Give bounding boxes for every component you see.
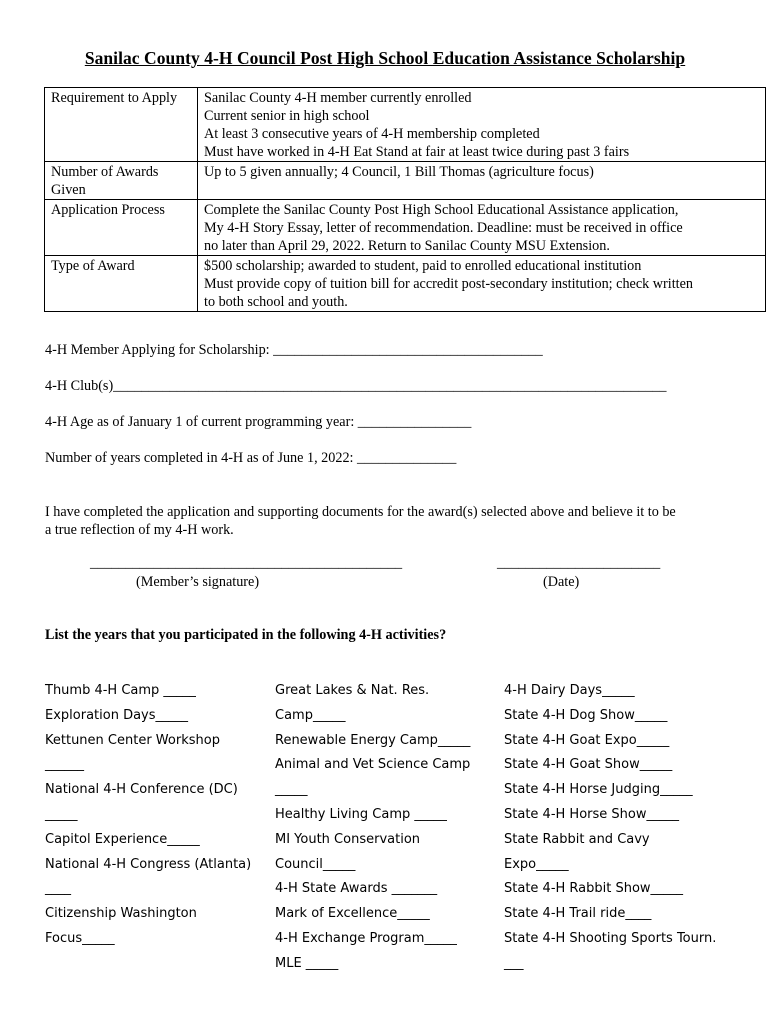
value-line: At least 3 consecutive years of 4-H membership completed	[204, 126, 540, 142]
activity-item[interactable]: State 4-H Dog Show_____	[504, 707, 668, 723]
certification-line-2: a true reflection of my 4-H work.	[45, 522, 234, 538]
value-line: $500 scholarship; awarded to student, paid to enrolled educational institution	[204, 258, 642, 274]
activity-item[interactable]: _____	[275, 782, 308, 798]
activity-item[interactable]: ___	[504, 955, 524, 971]
value-line: Up to 5 given annually; 4 Council, 1 Bill Thomas (agriculture focus)	[204, 164, 594, 180]
row-value	[198, 162, 766, 200]
activity-item[interactable]: MI Youth Conservation	[275, 831, 421, 847]
activities-heading: List the years that you participated in the following 4-H activities?	[45, 627, 447, 643]
row-value	[198, 200, 766, 256]
activity-item[interactable]: Renewable Energy Camp_____	[275, 732, 471, 748]
activity-item[interactable]: Capitol Experience_____	[45, 831, 200, 847]
activity-item[interactable]: Expo_____	[504, 856, 569, 872]
requirements-table	[44, 87, 766, 312]
club-field[interactable]: 4-H Club(s)______________________________________________________________________________	[45, 378, 667, 394]
activity-item[interactable]: National 4-H Conference (DC)	[45, 782, 238, 798]
row-value	[198, 88, 766, 162]
activities-column-3	[504, 679, 716, 977]
label-line: Application Process	[51, 202, 165, 218]
activity-item[interactable]: State 4-H Goat Expo_____	[504, 732, 670, 748]
activity-item[interactable]: 4-H Exchange Program_____	[275, 930, 457, 946]
page-title: Sanilac County 4-H Council Post High School Education Assistance Scholarship	[84, 48, 686, 68]
activity-item[interactable]: Focus_____	[45, 930, 115, 946]
row-label	[45, 256, 198, 312]
value-line: to both school and youth.	[204, 294, 348, 310]
value-line: Sanilac County 4-H member currently enrolled	[204, 90, 472, 106]
label-line: Number of Awards	[51, 164, 159, 180]
years-completed-field[interactable]: Number of years completed in 4-H as of June 1, 2022: ______________	[45, 450, 457, 466]
certification-line-1: I have completed the application and supporting documents for the award(s) selected above and believe it to be	[45, 504, 676, 520]
value-line: Complete the Sanilac County Post High School Educational Assistance application,	[204, 202, 679, 218]
date-caption: (Date)	[543, 574, 580, 590]
table-row	[45, 200, 766, 256]
activity-item[interactable]: MLE _____	[275, 955, 339, 971]
label-line: Requirement to Apply	[51, 90, 178, 106]
activity-item[interactable]: 4-H State Awards _______	[275, 881, 438, 897]
activity-item[interactable]: Great Lakes & Nat. Res.	[275, 683, 430, 698]
value-line: Must have worked in 4-H Eat Stand at fair at least twice during past 3 fairs	[204, 144, 630, 160]
activity-item[interactable]: Citizenship Washington	[45, 906, 197, 922]
activity-item[interactable]: Council_____	[275, 856, 356, 872]
age-field[interactable]: 4-H Age as of January 1 of current programming year: ________________	[45, 414, 472, 430]
row-label	[45, 200, 198, 256]
activity-item[interactable]: ______	[45, 757, 84, 773]
value-line: no later than April 29, 2022. Return to Sanilac County MSU Extension.	[204, 238, 610, 254]
signature-caption: (Member’s signature)	[136, 574, 260, 590]
row-label	[45, 162, 198, 200]
activity-item[interactable]: State 4-H Trail ride____	[504, 906, 652, 922]
activity-item[interactable]: Animal and Vet Science Camp	[275, 757, 471, 773]
value-line: Current senior in high school	[204, 108, 370, 124]
activity-item[interactable]: _____	[45, 806, 78, 822]
activity-item[interactable]: Exploration Days_____	[45, 707, 189, 723]
signature-field[interactable]: ____________________________________________	[90, 555, 403, 571]
activity-item[interactable]: Mark of Excellence_____	[275, 906, 430, 922]
activities-column-2	[275, 679, 470, 977]
row-value	[198, 256, 766, 312]
activity-item[interactable]: Kettunen Center Workshop	[45, 732, 220, 748]
table-row	[45, 88, 766, 162]
label-line: Given	[51, 182, 86, 198]
activity-item[interactable]: State 4-H Horse Show_____	[504, 806, 679, 822]
activity-item[interactable]: State 4-H Shooting Sports Tourn.	[504, 930, 717, 946]
activity-item[interactable]: State 4-H Rabbit Show_____	[504, 881, 684, 897]
activity-item[interactable]: State 4-H Horse Judging_____	[504, 782, 693, 798]
activity-item[interactable]: State 4-H Goat Show_____	[504, 757, 673, 773]
activity-item[interactable]: ____	[45, 881, 71, 897]
value-line: My 4-H Story Essay, letter of recommendation. Deadline: must be received in office	[204, 220, 683, 236]
table-row	[45, 162, 766, 200]
row-label	[45, 88, 198, 162]
label-line: Type of Award	[51, 258, 135, 274]
activity-item[interactable]: National 4-H Congress (Atlanta)	[45, 856, 252, 872]
activity-item[interactable]: 4-H Dairy Days_____	[504, 683, 635, 698]
activity-item[interactable]: Thumb 4-H Camp _____	[45, 683, 196, 698]
value-line: Must provide copy of tuition bill for accredit post-secondary institution; check written	[204, 276, 693, 292]
activity-item[interactable]: Healthy Living Camp _____	[275, 806, 447, 822]
table-row	[45, 256, 766, 312]
member-name-field[interactable]: 4-H Member Applying for Scholarship: ______________________________________	[45, 342, 543, 358]
activities-column-1	[45, 679, 251, 952]
activity-item[interactable]: State Rabbit and Cavy	[504, 831, 650, 847]
activity-item[interactable]: Camp_____	[275, 707, 346, 723]
date-field[interactable]: _______________________	[497, 555, 661, 571]
